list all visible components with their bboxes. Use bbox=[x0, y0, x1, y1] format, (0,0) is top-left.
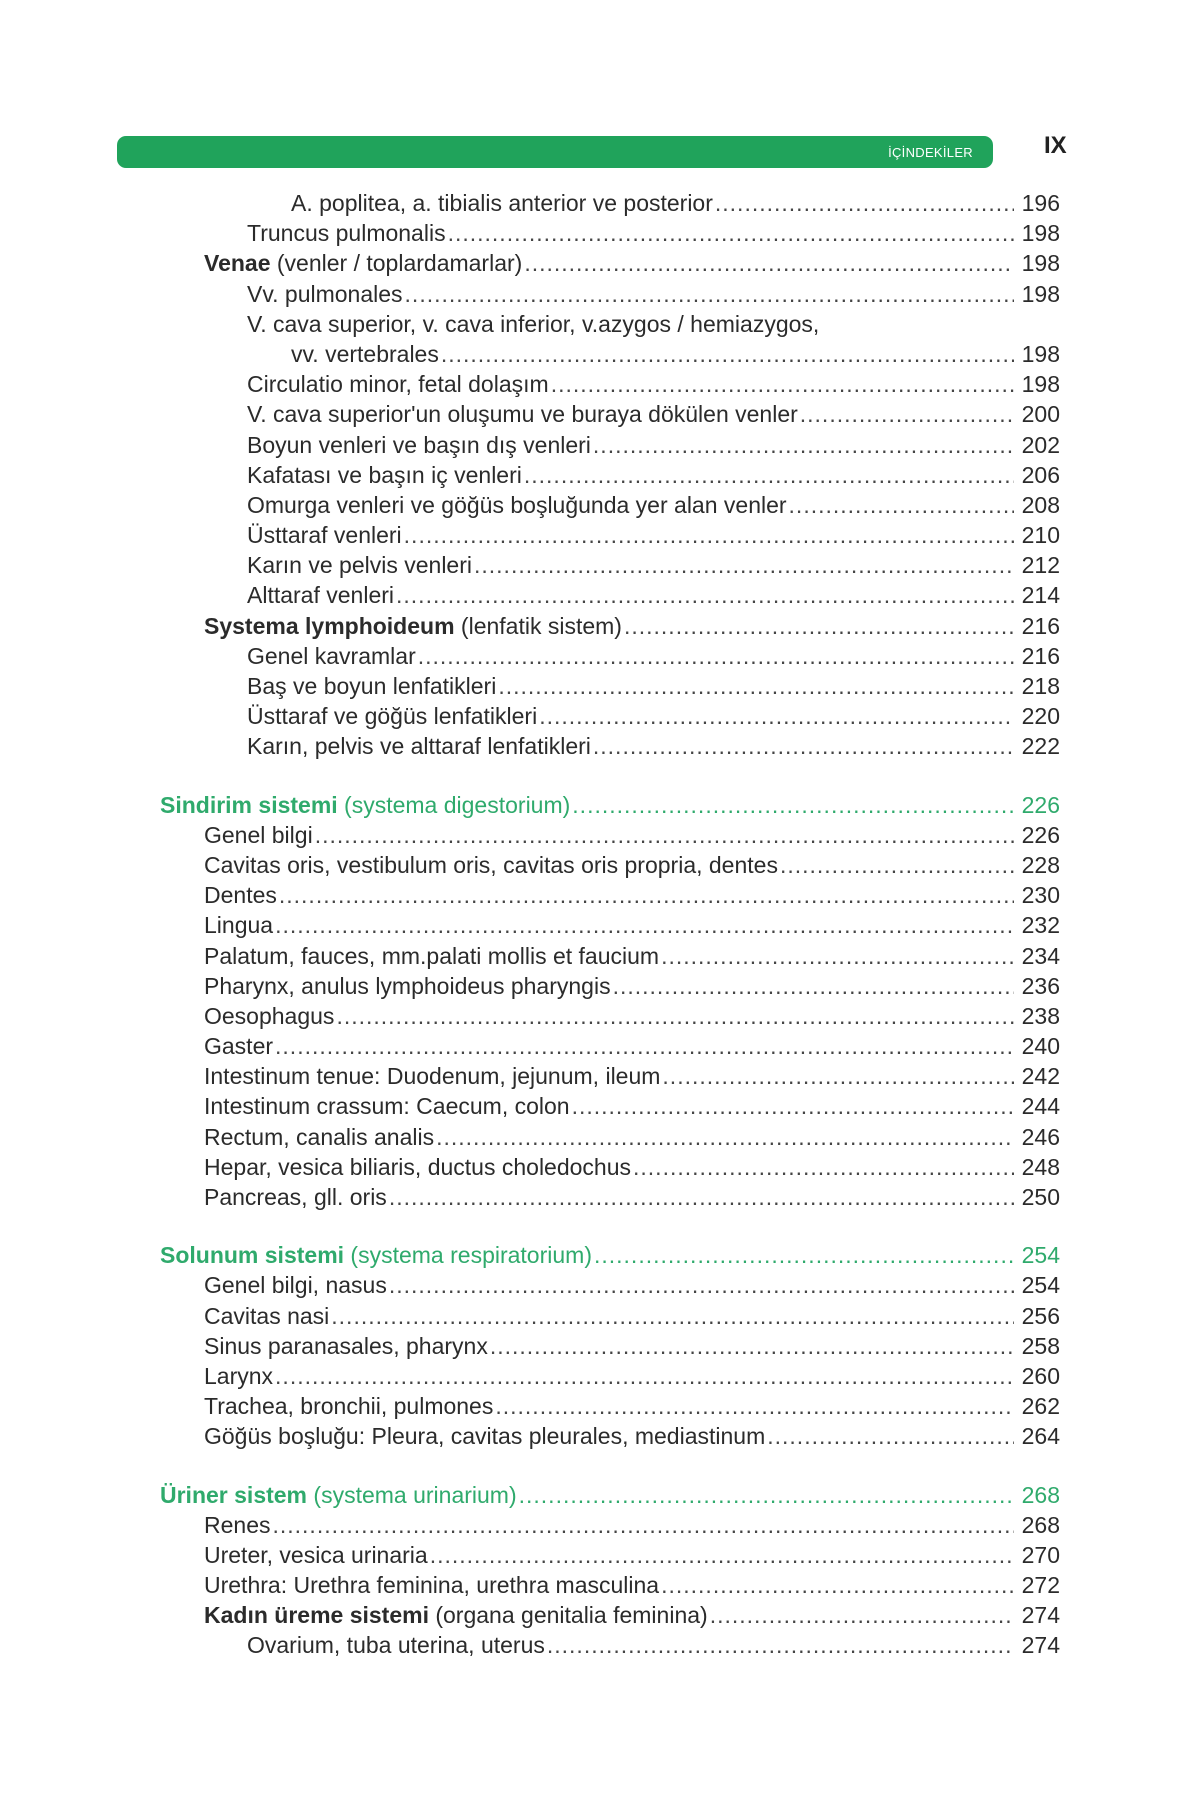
section-title-bold: Solunum sistemi bbox=[160, 1242, 345, 1269]
toc-entry[interactable] bbox=[0, 1630, 1200, 1660]
entry-page: 200 bbox=[1021, 401, 1060, 428]
entry-page: 264 bbox=[1021, 1423, 1060, 1450]
dot-leader bbox=[593, 430, 1014, 460]
dot-leader bbox=[389, 1270, 1014, 1300]
toc-entry[interactable] bbox=[0, 309, 1200, 339]
section-title-bold: Üriner sistem bbox=[160, 1481, 308, 1508]
entry-title-rest: (venler / toplardamarlar) bbox=[270, 250, 523, 277]
entry-title: Larynx bbox=[204, 1362, 274, 1389]
toc-entry[interactable] bbox=[0, 1182, 1200, 1212]
dot-leader bbox=[524, 248, 1014, 278]
toc-entry[interactable] bbox=[0, 430, 1200, 460]
toc-entry[interactable] bbox=[0, 1600, 1200, 1630]
section-title-rest: (systema digestorium) bbox=[337, 791, 571, 818]
entry-page: 274 bbox=[1021, 1632, 1060, 1659]
entry-title: A. poplitea, a. tibialis anterior ve posterior bbox=[291, 190, 713, 216]
entry-title: Gaster bbox=[204, 1033, 274, 1060]
entry-title: Pharynx, anulus lymphoideus pharyngis bbox=[204, 972, 611, 999]
entry-title bbox=[204, 248, 522, 278]
entry-page: 212 bbox=[1021, 552, 1060, 579]
entry-page: 236 bbox=[1021, 972, 1060, 999]
entry-page: 226 bbox=[1021, 791, 1060, 818]
dot-leader bbox=[436, 1122, 1014, 1152]
toc-entry[interactable] bbox=[0, 460, 1200, 490]
entry-title: Karın, pelvis ve alttaraf lenfatikleri bbox=[247, 733, 591, 760]
entry-title: Üsttaraf ve göğüs lenfatikleri bbox=[247, 703, 538, 730]
entry-page: 240 bbox=[1021, 1033, 1060, 1060]
entry-page: 238 bbox=[1021, 1002, 1060, 1029]
toc-entry[interactable] bbox=[0, 1361, 1200, 1391]
dot-leader bbox=[396, 580, 1014, 610]
toc-entry[interactable] bbox=[0, 1570, 1200, 1600]
toc-entry[interactable] bbox=[0, 279, 1200, 309]
entry-title bbox=[204, 1600, 708, 1630]
entry-page: 246 bbox=[1021, 1123, 1060, 1150]
section-title bbox=[160, 1240, 592, 1270]
entry-title: Rectum, canalis analis bbox=[204, 1123, 435, 1150]
entry-title: Renes bbox=[204, 1511, 271, 1538]
entry-title-bold: Kadın üreme sistemi bbox=[204, 1602, 429, 1629]
toc-entry[interactable] bbox=[0, 701, 1200, 731]
section-gap bbox=[0, 1212, 1200, 1240]
toc-entry[interactable] bbox=[0, 971, 1200, 1001]
toc-entry[interactable] bbox=[0, 731, 1200, 761]
entry-title: Cavitas oris, vestibulum oris, cavitas oris propria, dentes bbox=[204, 851, 778, 878]
toc-entry[interactable] bbox=[0, 339, 1200, 369]
dot-leader bbox=[474, 550, 1014, 580]
entry-title: Cavitas nasi bbox=[204, 1302, 330, 1329]
section-gap bbox=[0, 1452, 1200, 1480]
dot-leader bbox=[594, 1240, 1014, 1270]
entry-title: Lingua bbox=[204, 912, 274, 939]
page-number: IX bbox=[1044, 132, 1067, 159]
dot-leader bbox=[315, 820, 1014, 850]
toc-entry[interactable] bbox=[0, 1122, 1200, 1152]
entry-page: 216 bbox=[1021, 612, 1060, 639]
entry-page: 202 bbox=[1021, 431, 1060, 458]
toc-entry[interactable] bbox=[0, 611, 1200, 641]
entry-title: Omurga venleri ve göğüs boşluğunda yer alan venler bbox=[247, 491, 787, 518]
toc-entry[interactable] bbox=[0, 910, 1200, 940]
dot-leader bbox=[275, 1031, 1014, 1061]
entry-page: 206 bbox=[1021, 461, 1060, 488]
dot-leader bbox=[547, 1630, 1014, 1660]
entry-page: 260 bbox=[1021, 1362, 1060, 1389]
entry-page: 226 bbox=[1021, 821, 1060, 848]
entry-title bbox=[204, 611, 622, 641]
toc-entry[interactable] bbox=[0, 1001, 1200, 1031]
entry-title: Alttaraf venleri bbox=[247, 582, 395, 609]
entry-title: Palatum, fauces, mm.palati mollis et faucium bbox=[204, 942, 660, 969]
toc-entry[interactable] bbox=[0, 1540, 1200, 1570]
dot-leader bbox=[404, 520, 1014, 550]
dot-leader bbox=[662, 1061, 1014, 1091]
entry-page: 272 bbox=[1021, 1572, 1060, 1599]
entry-page: 216 bbox=[1021, 642, 1060, 669]
entry-title: Dentes bbox=[204, 882, 277, 909]
toc-entry[interactable] bbox=[0, 1331, 1200, 1361]
entry-title: Pancreas, gll. oris bbox=[204, 1184, 387, 1210]
toc-entry[interactable] bbox=[0, 820, 1200, 850]
entry-page: 244 bbox=[1021, 1093, 1060, 1120]
toc-entry[interactable] bbox=[0, 1421, 1200, 1451]
dot-leader bbox=[331, 1301, 1014, 1331]
toc-entry[interactable] bbox=[0, 1061, 1200, 1091]
section-title-rest: (systema urinarium) bbox=[307, 1481, 517, 1508]
toc-entry[interactable] bbox=[0, 550, 1200, 580]
entry-title-rest: (organa genitalia feminina) bbox=[428, 1602, 708, 1629]
entry-page: 198 bbox=[1021, 280, 1060, 307]
dot-leader bbox=[661, 941, 1014, 971]
table-of-contents bbox=[0, 188, 1200, 1661]
dot-leader bbox=[490, 1331, 1014, 1361]
dot-leader bbox=[430, 1540, 1014, 1570]
entry-page: 248 bbox=[1021, 1153, 1060, 1180]
toc-entry[interactable] bbox=[0, 248, 1200, 278]
dot-leader bbox=[524, 460, 1014, 490]
toc-entry[interactable] bbox=[0, 218, 1200, 248]
entry-title: Intestinum tenue: Duodenum, jejunum, ileum bbox=[204, 1063, 661, 1090]
dot-leader bbox=[661, 1570, 1014, 1600]
entry-page: 268 bbox=[1021, 1511, 1060, 1538]
entry-page: 268 bbox=[1021, 1481, 1060, 1508]
toc-entry[interactable] bbox=[0, 1270, 1200, 1300]
entry-page: 262 bbox=[1021, 1393, 1060, 1420]
dot-leader bbox=[441, 339, 1014, 369]
entry-title: Göğüs boşluğu: Pleura, cavitas pleurales, mediastinum bbox=[204, 1423, 766, 1450]
dot-leader bbox=[272, 1510, 1014, 1540]
entry-page: 222 bbox=[1021, 733, 1060, 760]
dot-leader bbox=[498, 671, 1014, 701]
section-title-rest: (systema respiratorium) bbox=[344, 1242, 592, 1269]
section-title-bold: Sindirim sistemi bbox=[160, 791, 338, 818]
dot-leader bbox=[275, 1361, 1014, 1391]
entry-title: Ureter, vesica urinaria bbox=[204, 1541, 428, 1568]
entry-title: Üsttaraf venleri bbox=[247, 522, 402, 549]
entry-page: 196 bbox=[1021, 190, 1060, 216]
entry-title: Karın ve pelvis venleri bbox=[247, 552, 472, 579]
dot-leader bbox=[572, 1091, 1014, 1121]
dot-leader bbox=[405, 279, 1014, 309]
entry-title: Ovarium, tuba uterina, uterus bbox=[247, 1632, 545, 1659]
entry-page: 250 bbox=[1021, 1184, 1060, 1210]
entry-title: Hepar, vesica biliaris, ductus choledochus bbox=[204, 1153, 632, 1180]
dot-leader bbox=[519, 1480, 1014, 1510]
entry-title: Boyun venleri ve başın dış venleri bbox=[247, 431, 591, 458]
dot-leader bbox=[551, 369, 1014, 399]
entry-title: Genel bilgi bbox=[204, 821, 313, 848]
section-label: İÇİNDEKİLER bbox=[888, 145, 973, 160]
dot-leader bbox=[336, 1001, 1014, 1031]
entry-title: Oesophagus bbox=[204, 1002, 335, 1029]
entry-title: V. cava superior, v. cava inferior, v.azygos / hemiazygos, bbox=[247, 310, 820, 337]
entry-title: Vv. pulmonales bbox=[247, 280, 403, 307]
entry-title: Genel kavramlar bbox=[247, 642, 416, 669]
toc-entry[interactable] bbox=[0, 188, 1200, 218]
toc-entry[interactable] bbox=[0, 580, 1200, 610]
dot-leader bbox=[389, 1182, 1014, 1212]
toc-entry[interactable] bbox=[0, 1091, 1200, 1121]
toc-entry[interactable] bbox=[0, 880, 1200, 910]
toc-entry[interactable] bbox=[0, 1031, 1200, 1061]
entry-page: 228 bbox=[1021, 851, 1060, 878]
entry-title: Kafatası ve başın iç venleri bbox=[247, 461, 522, 488]
entry-title: Circulatio minor, fetal dolaşım bbox=[247, 371, 549, 398]
toc-entry[interactable] bbox=[0, 941, 1200, 971]
dot-leader bbox=[275, 910, 1014, 940]
section-gap bbox=[0, 762, 1200, 790]
dot-leader bbox=[710, 1600, 1014, 1630]
toc-entry[interactable] bbox=[0, 520, 1200, 550]
toc-entry[interactable] bbox=[0, 369, 1200, 399]
toc-entry[interactable] bbox=[0, 1510, 1200, 1540]
entry-title: Sinus paranasales, pharynx bbox=[204, 1332, 488, 1359]
entry-page: 274 bbox=[1021, 1602, 1060, 1629]
header-bar bbox=[117, 136, 993, 168]
dot-leader bbox=[767, 1421, 1014, 1451]
toc-entry[interactable] bbox=[0, 671, 1200, 701]
dot-leader bbox=[624, 611, 1014, 641]
entry-title: Truncus pulmonalis bbox=[247, 220, 446, 247]
entry-page: 210 bbox=[1021, 522, 1060, 549]
toc-section-heading[interactable] bbox=[0, 1480, 1200, 1510]
entry-title: Intestinum crassum: Caecum, colon bbox=[204, 1093, 570, 1120]
dot-leader bbox=[572, 790, 1014, 820]
entry-page: 198 bbox=[1021, 371, 1060, 398]
entry-page: 198 bbox=[1021, 250, 1060, 277]
dot-leader bbox=[780, 850, 1014, 880]
entry-page: 198 bbox=[1021, 340, 1060, 367]
entry-page: 218 bbox=[1021, 673, 1060, 699]
entry-page: 220 bbox=[1021, 703, 1060, 730]
entry-title-rest: (lenfatik sistem) bbox=[454, 612, 622, 639]
entry-title-bold: Systema lymphoideum bbox=[204, 612, 455, 639]
toc-entry[interactable] bbox=[0, 1301, 1200, 1331]
entry-title: Trachea, bronchii, pulmones bbox=[204, 1393, 494, 1420]
entry-page: 270 bbox=[1021, 1541, 1060, 1568]
entry-title: Genel bilgi, nasus bbox=[204, 1272, 387, 1299]
dot-leader bbox=[715, 188, 1014, 218]
dot-leader bbox=[800, 399, 1014, 429]
dot-leader bbox=[418, 641, 1014, 671]
entry-page: 258 bbox=[1021, 1332, 1060, 1359]
entry-title-bold: Venae bbox=[204, 250, 271, 277]
entry-page: 214 bbox=[1021, 582, 1060, 609]
toc-section-heading[interactable] bbox=[0, 790, 1200, 820]
entry-title: V. cava superior'un oluşumu ve buraya dökülen venler bbox=[247, 401, 798, 428]
section-title bbox=[160, 790, 570, 820]
entry-page: 230 bbox=[1021, 882, 1060, 909]
dot-leader bbox=[789, 490, 1014, 520]
toc-entry[interactable] bbox=[0, 490, 1200, 520]
toc-entry[interactable] bbox=[0, 641, 1200, 671]
toc-entry[interactable] bbox=[0, 1391, 1200, 1421]
entry-page: 256 bbox=[1021, 1302, 1060, 1329]
entry-page: 254 bbox=[1021, 1272, 1060, 1299]
toc-section-heading[interactable] bbox=[0, 1240, 1200, 1270]
entry-page: 198 bbox=[1021, 220, 1060, 247]
section-title bbox=[160, 1480, 517, 1510]
dot-leader bbox=[593, 731, 1014, 761]
entry-page: 232 bbox=[1021, 912, 1060, 939]
entry-page: 254 bbox=[1021, 1242, 1060, 1269]
entry-page: 208 bbox=[1021, 491, 1060, 518]
entry-title: vv. vertebrales bbox=[291, 340, 439, 367]
dot-leader bbox=[495, 1391, 1014, 1421]
entry-page: 234 bbox=[1021, 942, 1060, 969]
entry-page: 242 bbox=[1021, 1063, 1060, 1090]
dot-leader bbox=[633, 1152, 1014, 1182]
entry-title: Baş ve boyun lenfatikleri bbox=[247, 673, 497, 699]
dot-leader bbox=[279, 880, 1014, 910]
dot-leader bbox=[539, 701, 1014, 731]
toc-entry[interactable] bbox=[0, 850, 1200, 880]
entry-title: Urethra: Urethra feminina, urethra masculina bbox=[204, 1572, 660, 1599]
dot-leader bbox=[613, 971, 1014, 1001]
dot-leader bbox=[448, 218, 1014, 248]
toc-entry[interactable] bbox=[0, 399, 1200, 429]
toc-entry[interactable] bbox=[0, 1152, 1200, 1182]
